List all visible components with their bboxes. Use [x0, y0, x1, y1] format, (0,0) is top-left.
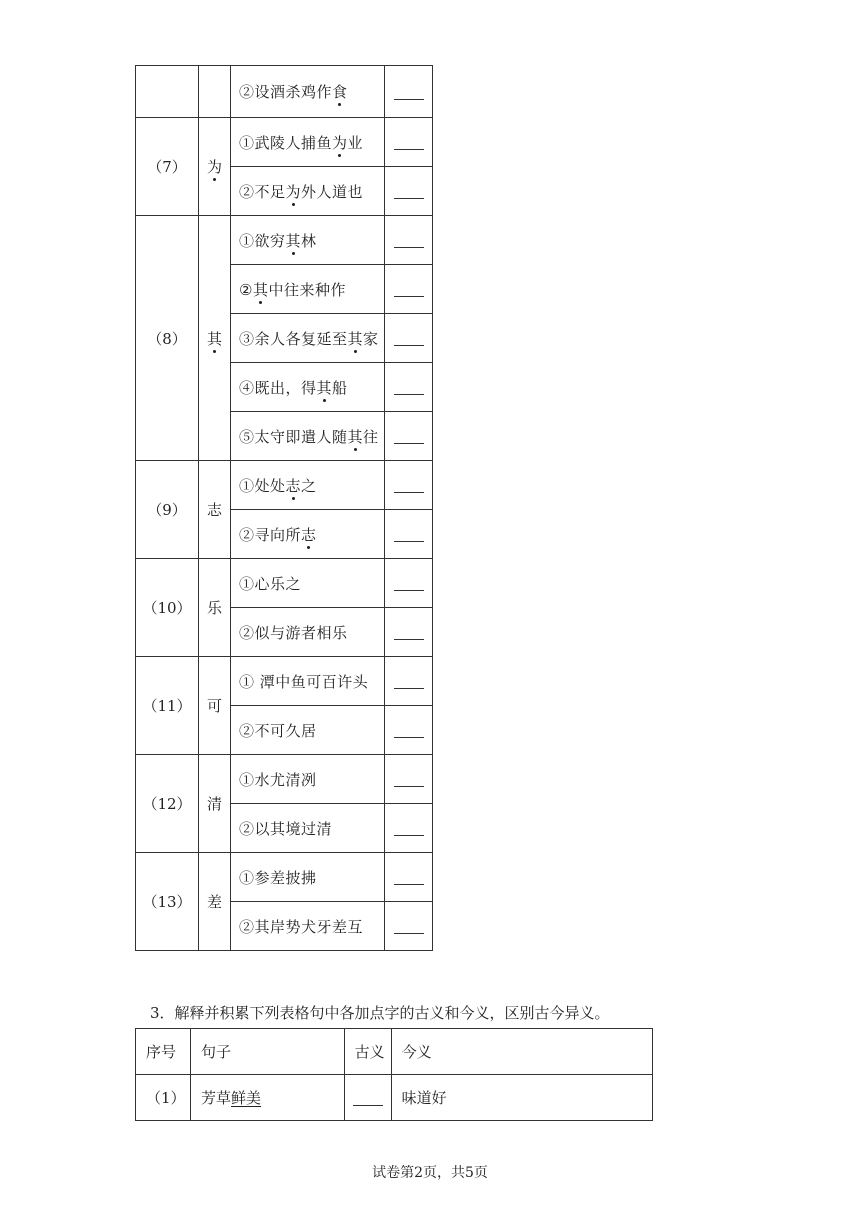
example-sentence: ③余人各复延至其家: [231, 314, 385, 363]
page-footer: 试卷第2页，共5页: [372, 1165, 488, 1181]
example-sentence: ②寻向所志: [231, 510, 385, 559]
key-character: 乐: [199, 559, 231, 657]
table-row: [136, 755, 433, 804]
example-sentence: ① 潭中鱼可百许头: [231, 657, 385, 706]
header-ancient: 古义: [344, 1029, 391, 1075]
item-number: [136, 66, 199, 118]
example-sentence: ①参差披拂: [231, 853, 385, 902]
answer-blank[interactable]: [385, 314, 433, 363]
answer-blank[interactable]: [385, 167, 433, 216]
answer-blank[interactable]: [385, 755, 433, 804]
answer-blank[interactable]: [385, 363, 433, 412]
example-sentence: ⑤太守即遣人随其往: [231, 412, 385, 461]
answer-blank[interactable]: [385, 706, 433, 755]
key-character: 可: [199, 657, 231, 755]
word-meaning-table: [135, 65, 433, 951]
header-index: 序号: [136, 1029, 191, 1075]
table-row: [136, 657, 433, 706]
item-number: （11）: [136, 657, 199, 755]
answer-blank[interactable]: [385, 902, 433, 951]
ancient-modern-meaning-table: [135, 1028, 653, 1121]
example-sentence: ①武陵人捕鱼为业: [231, 118, 385, 167]
table-row: [136, 559, 433, 608]
answer-blank[interactable]: [385, 804, 433, 853]
answer-blank[interactable]: [385, 412, 433, 461]
example-sentence: ①水尤清冽: [231, 755, 385, 804]
answer-blank[interactable]: [385, 510, 433, 559]
example-sentence: ②其中往来种作: [231, 265, 385, 314]
item-number: （7）: [136, 118, 199, 216]
answer-blank[interactable]: [385, 66, 433, 118]
example-sentence: ④既出，得其船: [231, 363, 385, 412]
table-row: [136, 66, 433, 118]
table-row: [136, 216, 433, 265]
answer-blank[interactable]: [385, 853, 433, 902]
example-sentence: ②以其境过清: [231, 804, 385, 853]
example-sentence: ①处处志之: [231, 461, 385, 510]
item-number: （12）: [136, 755, 199, 853]
answer-blank[interactable]: [385, 216, 433, 265]
example-sentence: ②不可久居: [231, 706, 385, 755]
example-sentence: ①欲穷其林: [231, 216, 385, 265]
example-sentence: ②其岸势犬牙差互: [231, 902, 385, 951]
underlined-words: 鲜美: [231, 1089, 262, 1107]
answer-blank[interactable]: [385, 559, 433, 608]
row-sentence: 芳草鲜美: [190, 1075, 344, 1121]
example-sentence: ②设酒杀鸡作食: [231, 66, 385, 118]
key-character: 志: [199, 461, 231, 559]
row-modern: 味道好: [391, 1075, 652, 1121]
answer-blank[interactable]: [385, 657, 433, 706]
row-index: （1）: [136, 1075, 191, 1121]
key-character: 清: [199, 755, 231, 853]
item-number: （13）: [136, 853, 199, 951]
example-sentence: ①心乐之: [231, 559, 385, 608]
example-sentence: ②不足为外人道也: [231, 167, 385, 216]
key-character: 其: [199, 216, 231, 461]
key-character: [199, 66, 231, 118]
key-character: 差: [199, 853, 231, 951]
answer-blank[interactable]: [385, 461, 433, 510]
item-number: （10）: [136, 559, 199, 657]
table-row: [136, 118, 433, 167]
table-row: [136, 853, 433, 902]
answer-blank[interactable]: [385, 265, 433, 314]
answer-blank[interactable]: [344, 1075, 391, 1121]
table-row: [136, 461, 433, 510]
item-number: （8）: [136, 216, 199, 461]
example-sentence: ②似与游者相乐: [231, 608, 385, 657]
answer-blank[interactable]: [385, 608, 433, 657]
item-number: （9）: [136, 461, 199, 559]
header-sentence: 句子: [190, 1029, 344, 1075]
key-character: 为: [199, 118, 231, 216]
question-3-prompt: 3．解释并积累下列表格句中各加点字的古义和今义，区别古今异义。: [150, 1004, 610, 1022]
header-modern: 今义: [391, 1029, 652, 1075]
answer-blank[interactable]: [385, 118, 433, 167]
